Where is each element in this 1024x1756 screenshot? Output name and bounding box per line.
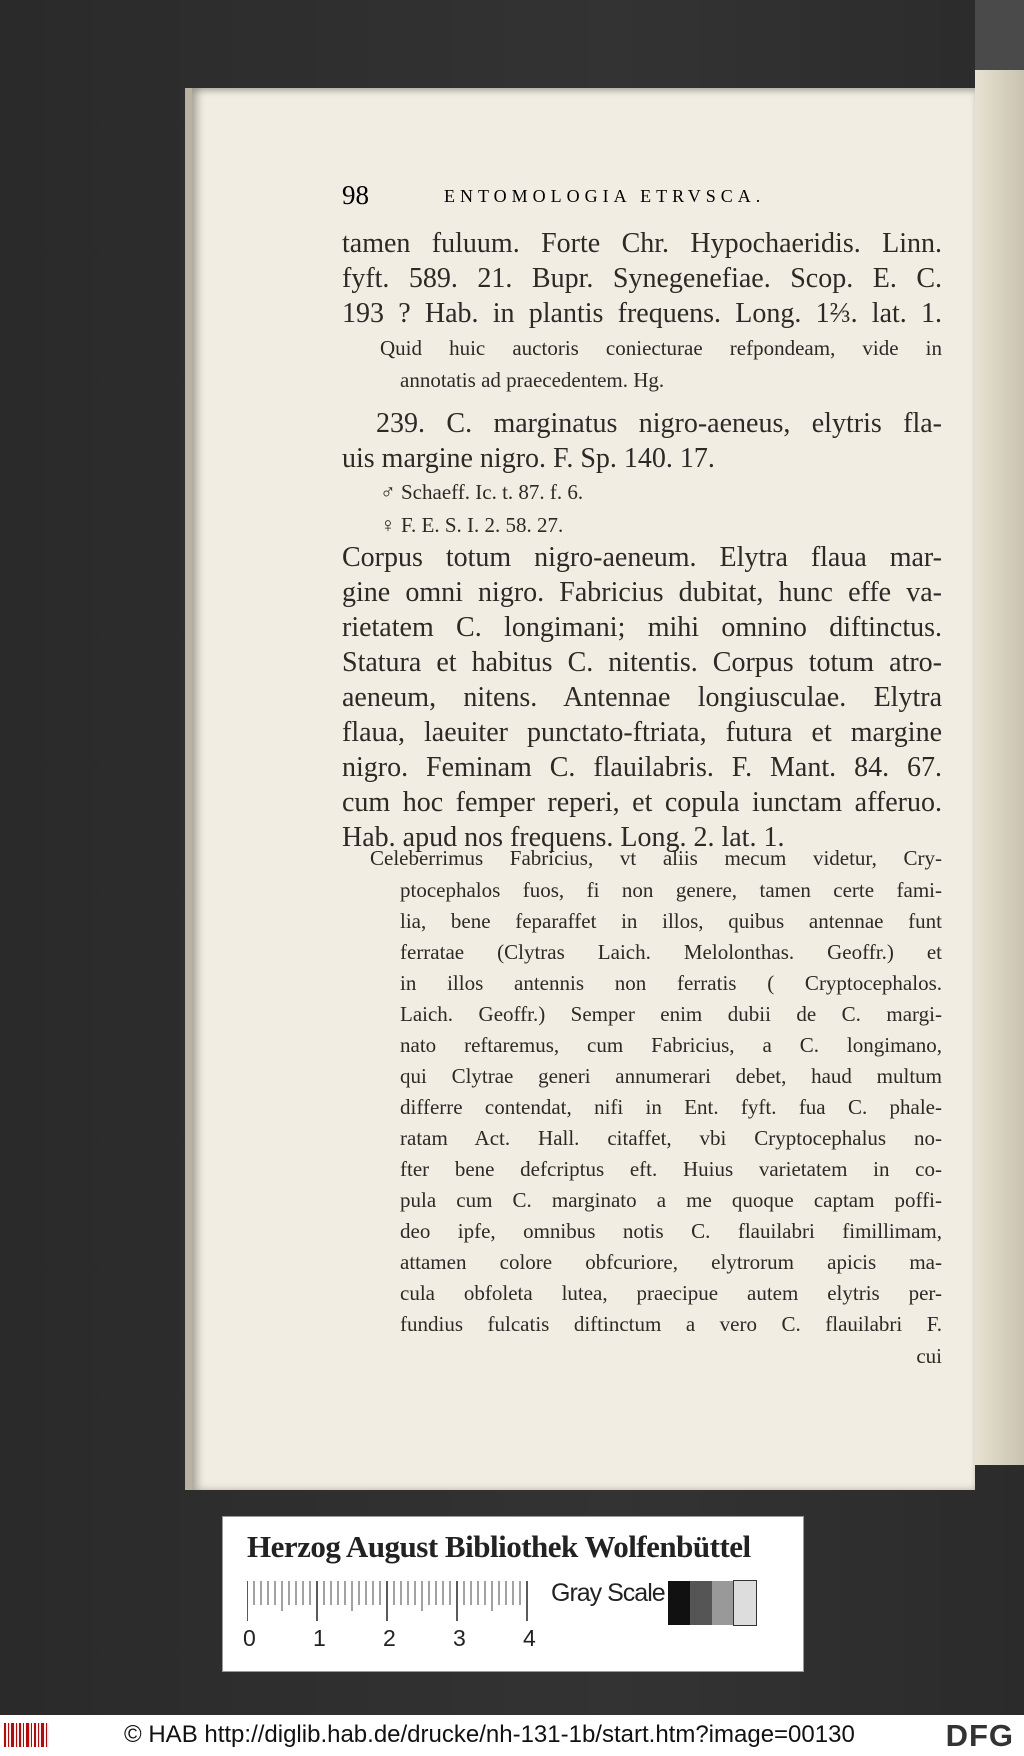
note-line: ratam Act. Hall. citaffet, vbi Cryptocephalus no- [400,1126,942,1150]
text-line: fyft. 589. 21. Bupr. Synegenefiae. Scop. E. C. [342,263,942,294]
ruler-number: 1 [313,1625,326,1651]
note-line: lia, bene feparaffet in illos, quibus antennae funt [400,909,942,933]
ruler-number: 0 [243,1625,256,1651]
note-line: Laich. Geoffr.) Semper enim dubii de C. margi- [400,1002,942,1026]
text-line: rietatem C. longimani; mihi omnino diftinctus. [342,612,942,643]
text-line: cum hoc femper reperi, et copula iunctam afferuo. [342,787,942,818]
text-line: annotatis ad praecedentem. Hg. [400,368,665,392]
gray-swatch [690,1581,712,1625]
dfg-logo: DFG [945,1718,1014,1753]
right-edge-top [975,0,1024,70]
text-line: tamen fuluum. Forte Chr. Hypochaeridis. Linn. [342,228,942,259]
text-line: gine omni nigro. Fabricius dubitat, hunc effe va- [342,577,942,608]
note-line: qui Clytrae generi annumerari debet, haud multum [400,1064,942,1088]
text-line: Quid huic auctoris coniecturae refpondeam, vide in [380,336,942,360]
text-line: 193 ? Hab. in plantis frequens. Long. 1⅔. lat. 1. [342,298,942,329]
text-line: aeneum, nitens. Antennae longiusculae. Elytra [342,682,942,713]
ruler-number: 3 [453,1625,466,1651]
text-line: nigro. Feminam C. flauilabris. F. Mant. 84. 67. [342,752,942,783]
footer-bar [0,1715,1024,1756]
text-line: Corpus totum nigro-aeneum. Elytra flaua mar- [342,542,942,573]
ruler-number: 4 [523,1625,536,1651]
gray-scale-label: Gray Scale [551,1579,665,1607]
note-line: deo ipfe, omnibus notis C. flauilabri fimillimam, [400,1219,942,1243]
note-line: fundius fulcatis diftinctum a vero C. flauilabri F. [400,1312,942,1336]
note-line: nato reftaremus, cum Fabricius, a C. longimano, [400,1033,942,1057]
note-line: Celeberrimus Fabricius, vt aliis mecum videtur, Cry- [370,846,942,870]
ruler-number: 2 [383,1625,396,1651]
catchword: cui [916,1344,942,1368]
running-head [342,180,942,214]
gray-swatch [668,1581,690,1625]
note-line: ferratae (Clytras Laich. Melolonthas. Geoffr.) et [400,940,942,964]
note-line: pula cum C. marginato a me quoque captam poffi- [400,1188,942,1212]
text-line: Hab. apud nos frequens. Long. 2. lat. 1. [342,822,785,853]
text-line: flaua, laeuiter punctato-ftriata, futura et margine [342,717,942,748]
gray-swatch [734,1581,756,1625]
text-line: uis margine nigro. F. Sp. 140. 17. [342,443,715,474]
text-line: Statura et habitus C. nitentis. Corpus totum atro- [342,647,942,678]
ruler [247,1581,537,1621]
color-scale-card [222,1516,804,1672]
source-url[interactable]: © HAB http://diglib.hab.de/drucke/nh-131-1b/start.htm?image=00130 [124,1721,855,1748]
note-line: fter bene defcriptus eft. Huius varietatem in co- [400,1157,942,1181]
reference-line: ♀ F. E. S. I. 2. 58. 27. [380,513,564,537]
note-line: in illos antennis non ferratis ( Cryptocephalos. [400,971,942,995]
note-line: attamen colore obfcuriore, elytrorum apicis ma- [400,1250,942,1274]
adjacent-page-edge [975,70,1024,1465]
note-line: differre contendat, nifi in Ent. fyft. fua C. phale- [400,1095,942,1119]
species-heading: 239. C. marginatus nigro-aeneus, elytris fla- [376,408,942,439]
library-name: Herzog August Bibliothek Wolfenbüttel [247,1529,751,1564]
gray-swatch [712,1581,734,1625]
running-head-title: ENTOMOLOGIA ETRVSCA. [444,186,766,206]
note-line: ptocephalos fuos, fi non genere, tamen certe fami- [400,878,942,902]
barcode-icon [4,1721,48,1749]
page-number: 98 [342,180,369,210]
book-page [192,88,975,1490]
note-line: cula obfoleta lutea, praecipue autem elytris per- [400,1281,942,1305]
reference-line: ♂ Schaeff. Ic. t. 87. f. 6. [380,480,584,504]
